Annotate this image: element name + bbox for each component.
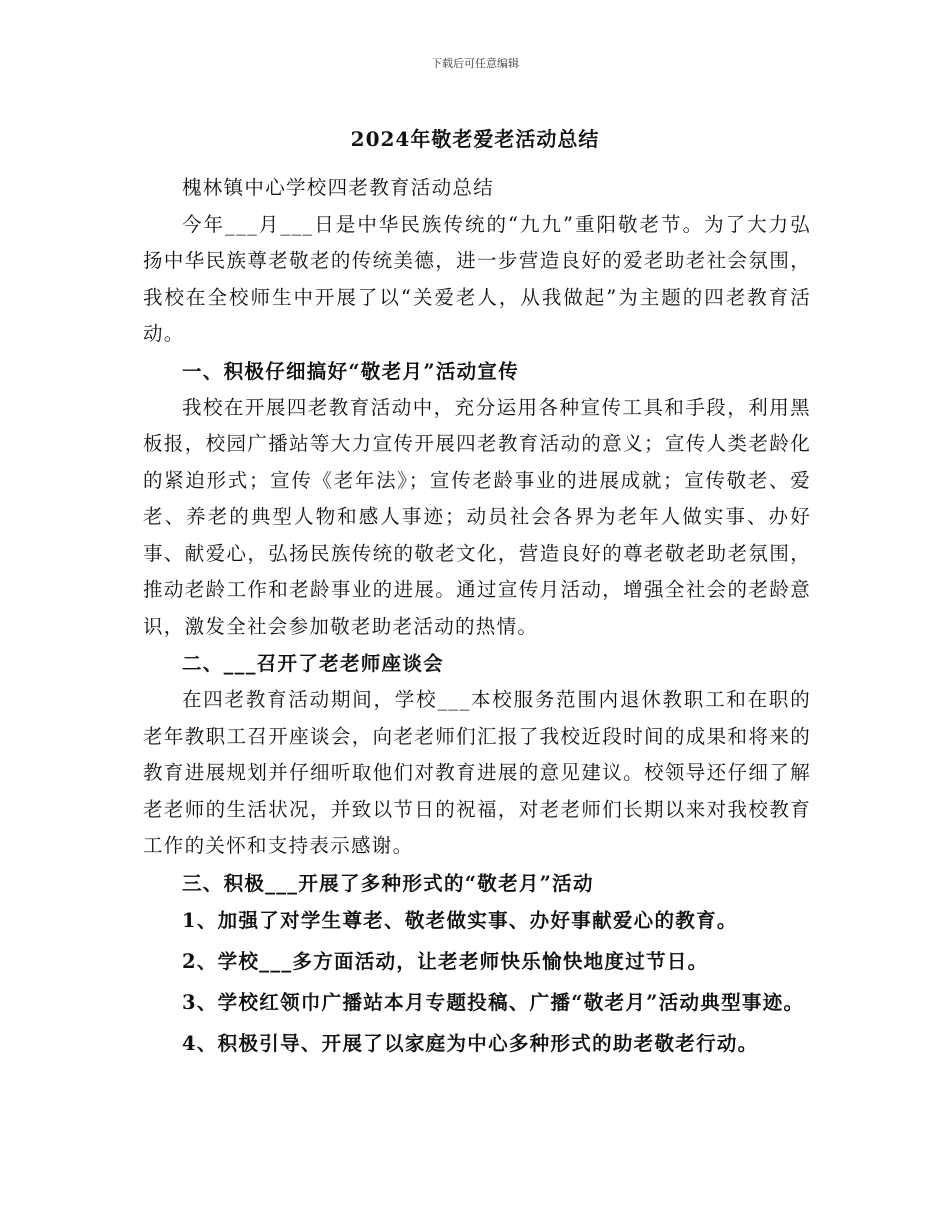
subtitle-paragraph: 槐林镇中心学校四老教育活动总结 — [182, 176, 495, 199]
section-heading-1: 一、积极仔细搞好“敬老月”活动宣传 — [182, 359, 520, 383]
section-paragraph-2: 在四老教育活动期间，学校___本校服务范围内退休教职工和在职的老年教职工召开座谈会，向老老师们汇报了我校近段时间的成果和将来的教育进展规划并仔细听取他们对教育进展的意见建议。校领导还仔细了解老老师的生活状况，并致以节日的祝福，对老老师们长期以来对我校教育工作的关怀和支持表示感谢。 — [143, 688, 811, 857]
document-title: 2024年敬老爱老活动总结 — [350, 127, 600, 151]
section-heading-2: 二、___召开了老老师座谈会 — [182, 652, 444, 675]
document-body — [143, 170, 811, 1066]
intro-paragraph: 今年___月___日是中华民族传统的“九九”重阳敬老节。为了大力弘扬中华民族尊老敬老的传统美德，进一步营造良好的爱老助老社会氛围，我校在全校师生中开展了以“关爱老人，从我做起”为主题的四老教育活动。 — [143, 212, 811, 345]
section-paragraph-1: 我校在开展四老教育活动中，充分运用各种宣传工具和手段，利用黑板报，校园广播站等大力宣传开展四老教育活动的意义；宣传人类老龄化的紧迫形式；宣传《老年法》；宣传老龄事业的进展成就；宣传敬老、爱老、养老的典型人物和感人事迹；动员社会各界为老年人做实事、办好事、献爱心，弘扬民族传统的敬老文化，营造良好的尊老敬老助老氛围，推动老龄工作和老龄事业的进展。通过宣传月活动，增强全社会的老龄意识，激发全社会参加敬老助老活动的热情。 — [143, 395, 811, 638]
list-item-1: 1、加强了对学生尊老、敬老做实事、办好事献爱心的教育。 — [182, 908, 738, 932]
section-heading-3: 三、积极___开展了多种形式的“敬老月”活动 — [182, 871, 594, 895]
list-item-3: 3、学校红领巾广播站本月专题投稿、广播“敬老月”活动典型事迹。 — [182, 990, 805, 1014]
header-note: 下载后可任意编辑 — [431, 57, 519, 70]
list-item-4: 4、积极引导、开展了以家庭为中心多种形式的助老敬老行动。 — [182, 1031, 759, 1055]
list-item-2: 2、学校___多方面活动，让老老师快乐愉快地度过节日。 — [182, 949, 709, 973]
